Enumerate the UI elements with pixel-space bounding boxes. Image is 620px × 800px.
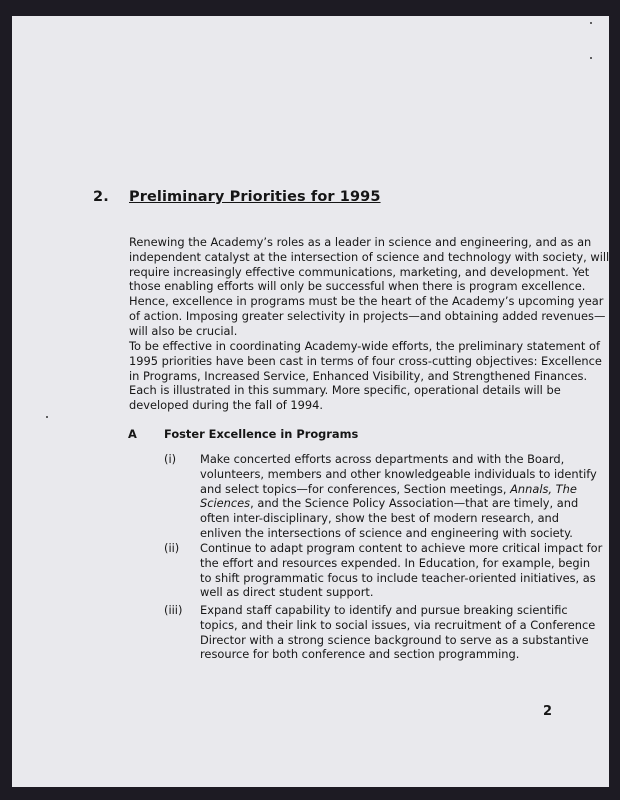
item-line: and select topics—for conferences, Section meetings, Annals, The xyxy=(200,481,577,496)
item-line: Continue to adapt program content to achieve more critical impact for xyxy=(200,541,603,555)
paragraph-line: To be effective in coordinating Academy-wide efforts, the preliminary statement of xyxy=(129,339,600,353)
item-line: Sciences, and the Science Policy Association—that are timely, and xyxy=(200,496,579,511)
section-number: 2. xyxy=(93,189,109,205)
page-number: 2 xyxy=(543,704,553,719)
item-line: volunteers, members and other knowledgeable individuals to identify xyxy=(200,466,597,481)
item-line: topics, and their link to social issues, via recruitment of a Conference xyxy=(200,617,596,632)
item-label: (ii) xyxy=(164,541,180,555)
paragraph-intro xyxy=(129,235,610,339)
item-text xyxy=(200,603,595,662)
item-line: Expand staff capability to identify and pursue breaking scientific xyxy=(200,603,568,617)
scan-speck xyxy=(590,57,592,59)
paragraph-objectives xyxy=(129,339,602,413)
item-line: to shift programmatic focus to include teacher-oriented initiatives, as xyxy=(200,570,596,585)
paragraph-line: of action. Imposing greater selectivity in projects—and obtaining added revenues— xyxy=(129,308,606,323)
paragraph-line: will also be crucial. xyxy=(129,323,238,338)
scan-speck xyxy=(46,416,48,418)
scan-speck xyxy=(590,22,592,24)
paragraph-line: independent catalyst at the intersection of science and technology with society, will xyxy=(129,249,610,264)
item-line: Make concerted efforts across departments and with the Board, xyxy=(200,452,565,466)
item-text xyxy=(200,541,602,600)
item-line: enliven the intersections of science and engineering with society. xyxy=(200,525,573,540)
item-line: resource for both conference and section programming. xyxy=(200,647,520,662)
subsection-letter: A xyxy=(128,427,137,441)
item-label: (i) xyxy=(164,452,177,466)
section-title: Preliminary Priorities for 1995 xyxy=(129,189,381,205)
item-line: well as direct student support. xyxy=(200,585,374,600)
paragraph-line: Renewing the Academy’s roles as a leader in science and engineering, and as an xyxy=(129,235,592,249)
paragraph-line: require increasingly effective communications, marketing, and development. Yet xyxy=(129,264,590,279)
paragraph-line: developed during the fall of 1994. xyxy=(129,398,324,413)
paragraph-line: 1995 priorities have been cast in terms of four cross-cutting objectives: Excellence xyxy=(129,353,602,368)
paragraph-line: those enabling efforts will only be successful when there is program excellence. xyxy=(129,279,586,294)
item-line: the effort and resources expended. In Education, for example, begin xyxy=(200,555,591,570)
item-text xyxy=(200,452,597,541)
item-line: Director with a strong science background to serve as a substantive xyxy=(200,632,589,647)
paragraph-line: Hence, excellence in programs must be the heart of the Academy’s upcoming year xyxy=(129,294,604,309)
paragraph-line: Each is illustrated in this summary. More specific, operational details will be xyxy=(129,383,561,398)
paragraph-line: in Programs, Increased Service, Enhanced Visibility, and Strengthened Finances. xyxy=(129,368,588,383)
item-label: (iii) xyxy=(164,603,183,617)
subsection-title: Foster Excellence in Programs xyxy=(164,427,359,441)
item-line: often inter-disciplinary, show the best of modern research, and xyxy=(200,511,560,526)
